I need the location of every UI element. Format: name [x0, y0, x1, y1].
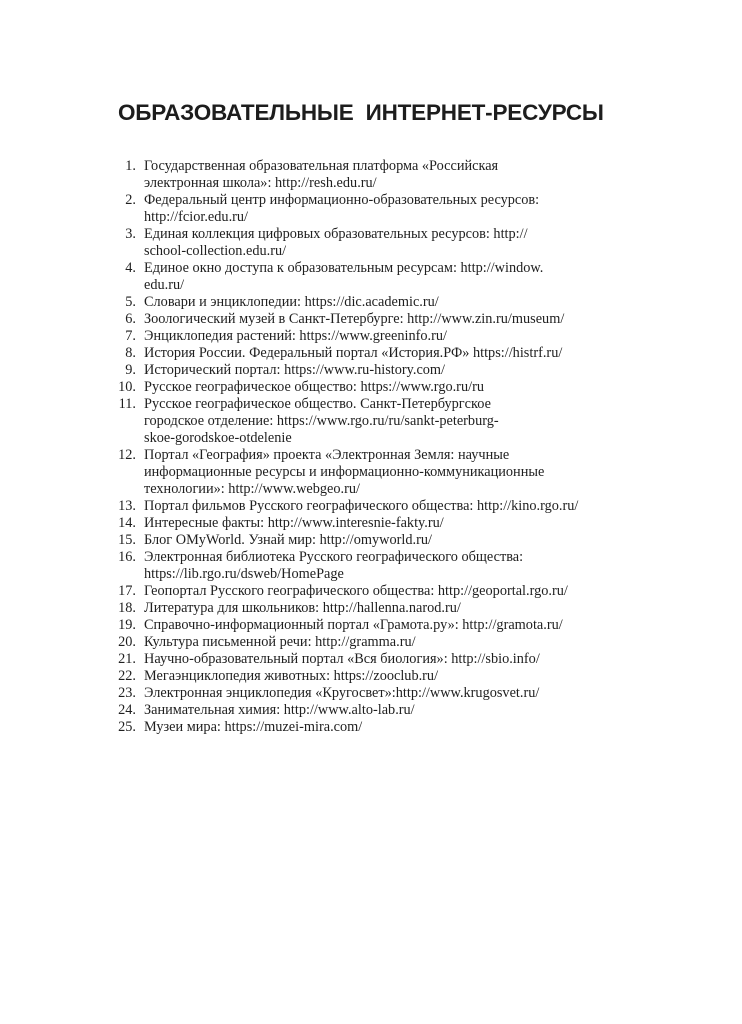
resource-text-line: Русское географическое общество: https://www.rgo.ru/ru: [144, 379, 484, 395]
resource-number: 15.: [118, 532, 136, 548]
resource-text-line: Русское географическое общество. Санкт-Петербургское: [144, 396, 491, 412]
resource-text: [144, 668, 608, 685]
resource-number: 20.: [118, 634, 136, 650]
resource-number: 23.: [118, 685, 136, 701]
resource-text: [144, 379, 608, 396]
resource-number: 7.: [125, 328, 136, 344]
resource-text-line: Литература для школьников: http://hallenna.narod.ru/: [144, 600, 461, 616]
resource-text-line: городское отделение: https://www.rgo.ru/ru/sankt-peterburg-: [144, 413, 499, 429]
resource-list: [108, 158, 608, 736]
resource-number: 25.: [118, 719, 136, 735]
resource-number: 2.: [125, 192, 136, 208]
resource-item: [108, 634, 608, 651]
resource-number: 13.: [118, 498, 136, 514]
resource-item: [108, 345, 608, 362]
resource-text: [144, 498, 608, 515]
resource-text-line: Портал фильмов Русского географического общества: http://kino.rgo.ru/: [144, 498, 579, 514]
resource-item: [108, 719, 608, 736]
resource-text-line: Единая коллекция цифровых образовательных ресурсов: http://: [144, 226, 528, 242]
resource-text-line: Занимательная химия: http://www.alto-lab.ru/: [144, 702, 415, 718]
resource-number: 5.: [125, 294, 136, 310]
resource-text-line: Зоологический музей в Санкт-Петербурге: http://www.zin.ru/museum/: [144, 311, 565, 327]
resource-item: [108, 668, 608, 685]
resource-number: 12.: [118, 447, 136, 463]
resource-item: [108, 260, 608, 294]
resource-text: [144, 634, 608, 651]
resource-text-line: Государственная образовательная платформа «Российская: [144, 158, 499, 174]
resource-item: [108, 651, 608, 668]
resource-text: [144, 702, 608, 719]
resource-number: 9.: [125, 362, 136, 378]
resource-text-line: skoe-gorodskoe-otdelenie: [144, 430, 292, 446]
resource-item: [108, 685, 608, 702]
resource-text: [144, 719, 608, 736]
resource-text-line: Исторический портал: https://www.ru-history.com/: [144, 362, 446, 378]
resource-text-line: Мегаэнциклопедия животных: https://zooclub.ru/: [144, 668, 439, 684]
resource-number: 8.: [125, 345, 136, 361]
resource-text-line: Федеральный центр информационно-образовательных ресурсов:: [144, 192, 540, 208]
resource-text: [144, 158, 608, 192]
resource-item: [108, 226, 608, 260]
resource-text-line: Справочно-информационный портал «Грамота.ру»: http://gramota.ru/: [144, 617, 563, 633]
resource-text-line: Словари и энциклопедии: https://dic.academic.ru/: [144, 294, 439, 310]
resource-number: 18.: [118, 600, 136, 616]
resource-text: [144, 515, 608, 532]
resource-text: [144, 362, 608, 379]
resource-text-line: Блог OMyWorld. Узнай мир: http://omyworld.ru/: [144, 532, 432, 548]
resource-text: [144, 583, 608, 600]
resource-item: [108, 362, 608, 379]
resource-text-line: информационные ресурсы и информационно-коммуникационные: [144, 464, 545, 480]
resource-item: [108, 583, 608, 600]
resource-text-line: edu.ru/: [144, 277, 185, 293]
resource-text: [144, 651, 608, 668]
resource-text: [144, 226, 608, 260]
resource-text: [144, 260, 608, 294]
resource-item: [108, 498, 608, 515]
resource-text: [144, 345, 608, 362]
resource-text-line: Энциклопедия растений: https://www.greeninfo.ru/: [144, 328, 448, 344]
resource-text-line: электронная школа»: http://resh.edu.ru/: [144, 175, 377, 191]
resource-text: [144, 600, 608, 617]
resource-item: [108, 294, 608, 311]
resource-number: 22.: [118, 668, 136, 684]
resource-text-line: Единое окно доступа к образовательным ресурсам: http://window.: [144, 260, 544, 276]
resource-number: 21.: [118, 651, 136, 667]
resource-text: [144, 532, 608, 549]
resource-item: [108, 379, 608, 396]
resource-item: [108, 192, 608, 226]
resource-text-line: Портал «География» проекта «Электронная Земля: научные: [144, 447, 510, 463]
resource-item: [108, 600, 608, 617]
resource-number: 11.: [118, 396, 136, 412]
resource-text-line: school-collection.edu.ru/: [144, 243, 287, 259]
resource-item: [108, 447, 608, 498]
resource-text-line: http://fcior.edu.ru/: [144, 209, 249, 225]
resource-item: [108, 617, 608, 634]
resource-item: [108, 702, 608, 719]
resource-number: 6.: [125, 311, 136, 327]
resource-text: [144, 311, 608, 328]
resource-number: 3.: [125, 226, 136, 242]
resource-text-line: Музеи мира: https://muzei-mira.com/: [144, 719, 363, 735]
resource-text-line: технологии»: http://www.webgeo.ru/: [144, 481, 361, 497]
resource-number: 14.: [118, 515, 136, 531]
resource-number: 16.: [118, 549, 136, 565]
resource-text: [144, 328, 608, 345]
resource-text: [144, 294, 608, 311]
resource-text: [144, 549, 608, 583]
resource-text-line: Культура письменной речи: http://gramma.ru/: [144, 634, 416, 650]
resource-number: 19.: [118, 617, 136, 633]
resource-text-line: Электронная библиотека Русского географического общества:: [144, 549, 524, 565]
resource-number: 1.: [125, 158, 136, 174]
resource-text: [144, 617, 608, 634]
resource-item: [108, 158, 608, 192]
resource-text: [144, 685, 608, 702]
resource-text-line: Электронная энциклопедия «Кругосвет»:http://www.krugosvet.ru/: [144, 685, 540, 701]
resource-item: [108, 328, 608, 345]
page-title: ОБРАЗОВАТЕЛЬНЫЕ ИНТЕРНЕТ-РЕСУРСЫ: [118, 100, 604, 125]
resource-item: [108, 396, 608, 447]
resource-item: [108, 532, 608, 549]
resource-text: [144, 447, 608, 498]
resource-text: [144, 192, 608, 226]
resource-number: 10.: [118, 379, 136, 395]
resource-text-line: Геопортал Русского географического общества: http://geoportal.rgo.ru/: [144, 583, 568, 599]
resource-text: [144, 396, 608, 447]
resource-item: [108, 515, 608, 532]
resource-item: [108, 549, 608, 583]
resource-text-line: Интересные факты: http://www.interesnie-fakty.ru/: [144, 515, 444, 531]
resource-item: [108, 311, 608, 328]
resource-text-line: История России. Федеральный портал «История.РФ» https://histrf.ru/: [144, 345, 563, 361]
resource-text-line: https://lib.rgo.ru/dsweb/HomePage: [144, 566, 344, 582]
resource-number: 17.: [118, 583, 136, 599]
resource-number: 24.: [118, 702, 136, 718]
resource-number: 4.: [125, 260, 136, 276]
resource-text-line: Научно-образовательный портал «Вся биология»: http://sbio.info/: [144, 651, 540, 667]
